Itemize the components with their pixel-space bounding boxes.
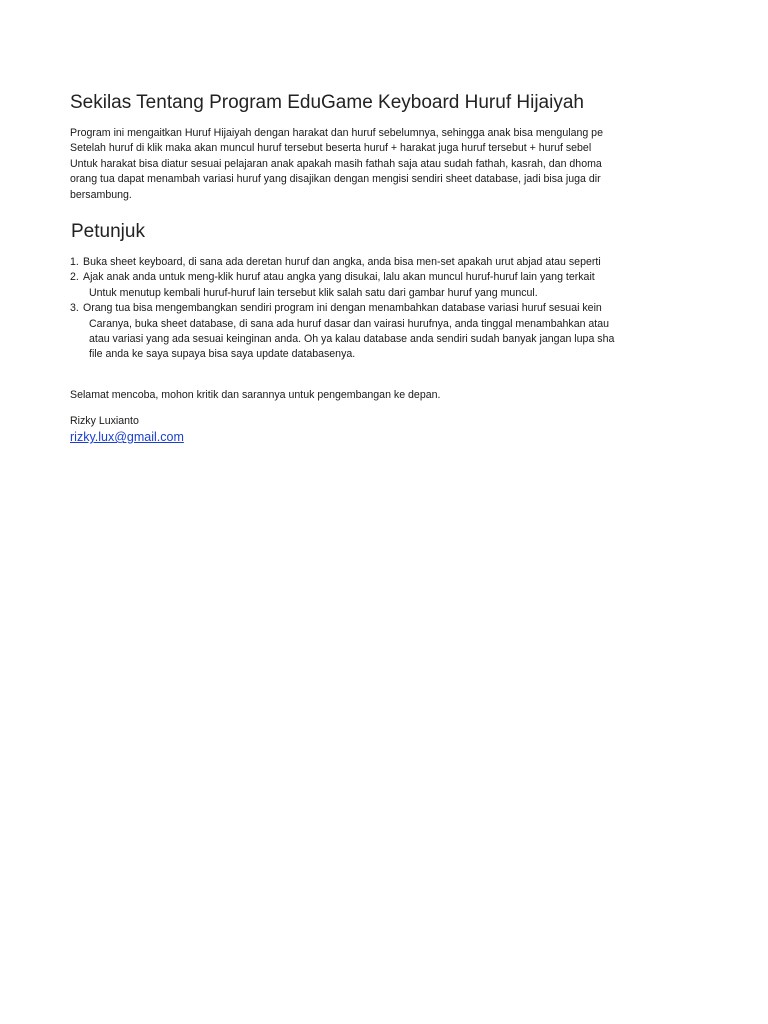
step-continuation: Caranya, buka sheet database, di sana ada huruf dasar dan vairasi hurufnya, anda tinggal menambahkan atau (89, 317, 610, 330)
instruction-list (70, 255, 614, 363)
step-continuation: Untuk menutup kembali huruf-huruf lain tersebut klik salah satu dari gambar huruf yang muncul. (89, 286, 538, 299)
step-text: Buka sheet keyboard, di sana ada deretan huruf dan angka, anda bisa men-set apakah urut abjad atau seperti (83, 256, 601, 268)
intro-line: Setelah huruf di klik maka akan muncul huruf tersebut beserta huruf + harakat juga huruf tersebut + huruf sebel (70, 142, 592, 155)
step-number: 3. (70, 302, 79, 315)
step-continuation: file anda ke saya supaya bisa saya update databasenya. (89, 348, 356, 361)
email-link[interactable]: rizky.lux@gmail.com (70, 430, 184, 444)
author-name: Rizky Luxianto (70, 415, 139, 427)
page-title: Sekilas Tentang Program EduGame Keyboard Huruf Hijaiyah (70, 92, 584, 113)
intro-line: orang tua dapat menambah variasi huruf yang disajikan dengan mengisi sendiri sheet database, jadi bisa juga dir (70, 173, 601, 186)
intro-line: Program ini mengaitkan Huruf Hijaiyah dengan harakat dan huruf sebelumnya, sehingga anak bisa mengulang pe (70, 127, 603, 139)
intro-line: Untuk harakat bisa diatur sesuai pelajaran anak apakah masih fathah saja atau sudah fathah, kasrah, dan dhoma (70, 157, 602, 170)
intro-paragraph (70, 126, 603, 203)
step-text: Orang tua bisa mengembangkan sendiri program ini dengan menambahkan database variasi huruf sesuai kein (83, 302, 602, 315)
step-continuation: atau variasi yang ada sesuai keinginan anda. Oh ya kalau database anda sendiri sudah banyak jangan lupa sha (89, 333, 615, 346)
list-item (70, 301, 614, 316)
section-title-petunjuk: Petunjuk (71, 221, 145, 242)
step-number: 2. (70, 271, 79, 284)
step-number: 1. (70, 256, 79, 268)
list-item (70, 270, 614, 285)
intro-line: bersambung. (70, 188, 132, 201)
step-text: Ajak anak anda untuk meng-klik huruf atau angka yang disukai, lalu akan muncul huruf-huruf lain yang terkait (83, 271, 595, 284)
closing-note: Selamat mencoba, mohon kritik dan sarannya untuk pengembangan ke depan. (70, 389, 441, 401)
list-item (70, 255, 614, 270)
